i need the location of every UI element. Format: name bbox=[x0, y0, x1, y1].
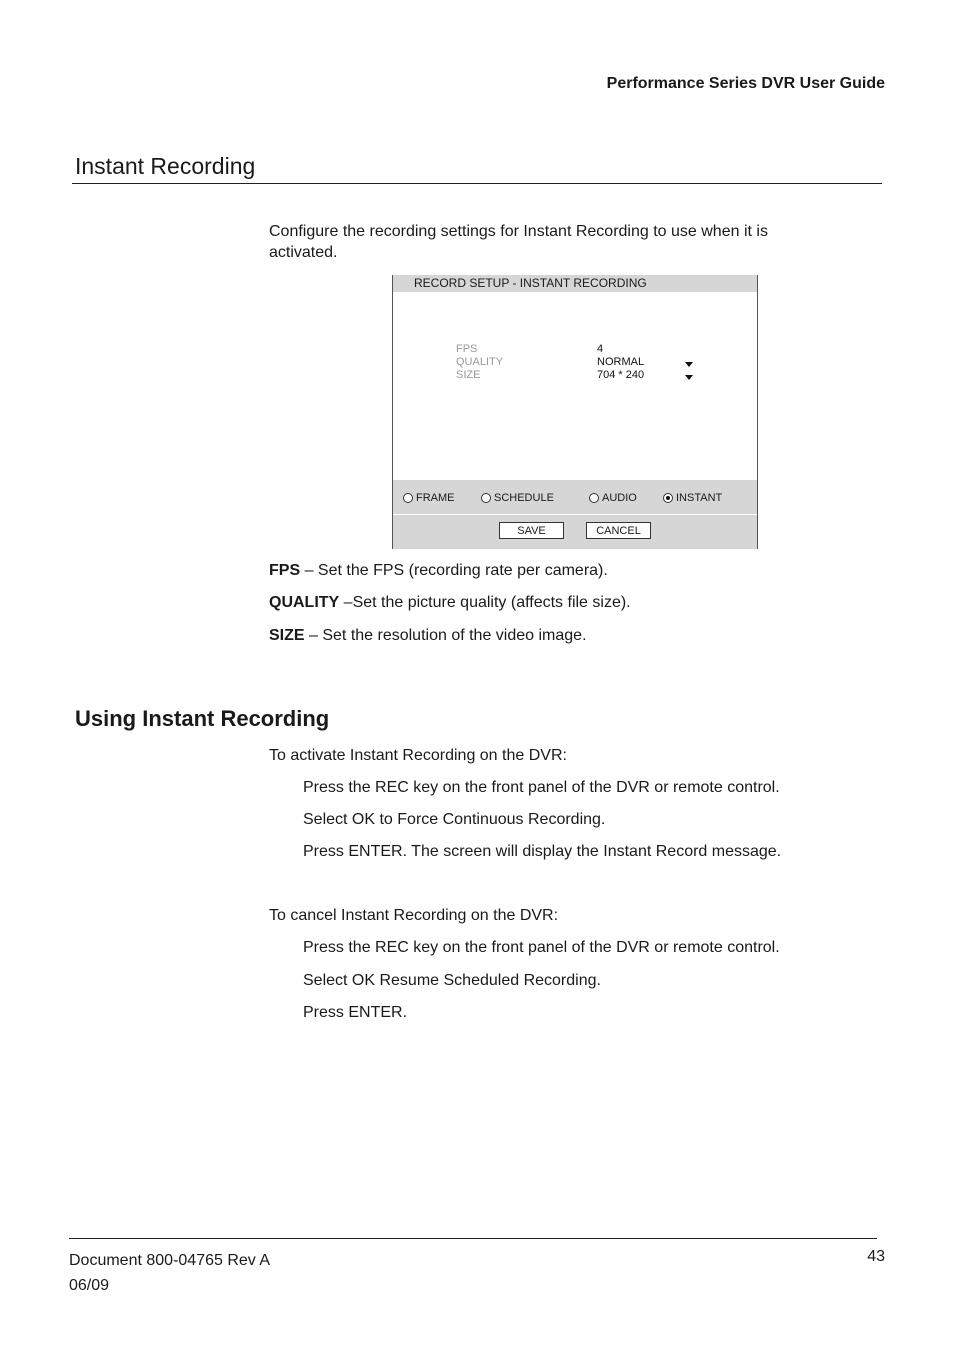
dvr-title-bar bbox=[393, 275, 757, 292]
cancel-step: Press ENTER. bbox=[303, 1004, 408, 1021]
tab-audio-label: AUDIO bbox=[602, 492, 637, 504]
tab-instant[interactable] bbox=[663, 492, 722, 504]
dvr-record-setup-screen bbox=[392, 275, 758, 549]
activate-intro: To activate Instant Recording on the DVR: bbox=[269, 747, 567, 764]
size-label: SIZE bbox=[456, 369, 481, 381]
tab-audio[interactable] bbox=[589, 492, 637, 504]
dvr-title: RECORD SETUP - INSTANT RECORDING bbox=[414, 276, 647, 290]
definition-size bbox=[269, 627, 587, 645]
radio-selected-icon bbox=[663, 493, 673, 503]
definition-term: QUALITY bbox=[269, 594, 340, 611]
radio-icon bbox=[589, 493, 599, 503]
subsection-title: Using Instant Recording bbox=[75, 706, 330, 731]
footer-document-number: Document 800-04765 Rev A bbox=[69, 1252, 271, 1269]
definition-quality bbox=[269, 594, 631, 612]
section-title: Instant Recording bbox=[75, 153, 256, 179]
size-value[interactable]: 704 * 240 bbox=[597, 369, 645, 381]
size-dropdown-arrow-icon[interactable] bbox=[685, 375, 693, 380]
definition-text: – Set the FPS (recording rate per camera). bbox=[300, 562, 608, 579]
definition-text: – Set the resolution of the video image. bbox=[304, 627, 587, 644]
running-header: Performance Series DVR User Guide bbox=[606, 75, 885, 92]
intro-paragraph: Configure the recording settings for Instant Recording to use when it is activated. bbox=[269, 223, 768, 261]
save-button[interactable]: SAVE bbox=[499, 522, 564, 539]
cancel-step: Select OK Resume Scheduled Recording. bbox=[303, 972, 601, 989]
tab-frame[interactable] bbox=[403, 492, 455, 504]
quality-label: QUALITY bbox=[456, 356, 504, 368]
quality-value[interactable]: NORMAL bbox=[597, 356, 645, 368]
footer-date: 06/09 bbox=[69, 1277, 110, 1294]
dvr-tab-bar bbox=[393, 480, 757, 514]
footer-divider bbox=[69, 1238, 877, 1239]
dvr-button-bar bbox=[393, 515, 757, 549]
definition-term: FPS bbox=[269, 562, 301, 579]
tab-schedule[interactable] bbox=[481, 492, 554, 504]
cancel-step: Press the REC key on the front panel of the DVR or remote control. bbox=[303, 939, 780, 956]
page-number: 43 bbox=[867, 1248, 885, 1265]
tab-instant-label: INSTANT bbox=[676, 492, 723, 504]
activate-step: Press ENTER. The screen will display the Instant Record message. bbox=[303, 843, 782, 860]
radio-icon bbox=[403, 493, 413, 503]
tab-schedule-label: SCHEDULE bbox=[494, 492, 554, 504]
section-divider bbox=[72, 183, 882, 184]
definition-text: –Set the picture quality (affects file size). bbox=[339, 594, 631, 611]
cancel-intro: To cancel Instant Recording on the DVR: bbox=[269, 907, 559, 924]
cancel-button[interactable]: CANCEL bbox=[586, 522, 651, 539]
fps-value[interactable]: 4 bbox=[597, 343, 604, 355]
quality-dropdown-arrow-icon[interactable] bbox=[685, 362, 693, 367]
activate-step: Press the REC key on the front panel of the DVR or remote control. bbox=[303, 779, 780, 796]
footer-document-info bbox=[69, 1248, 270, 1298]
activate-step: Select OK to Force Continuous Recording. bbox=[303, 811, 606, 828]
definition-fps bbox=[269, 562, 608, 580]
tab-frame-label: FRAME bbox=[416, 492, 455, 504]
definition-term: SIZE bbox=[269, 627, 305, 644]
radio-icon bbox=[481, 493, 491, 503]
fps-label: FPS bbox=[456, 343, 478, 355]
